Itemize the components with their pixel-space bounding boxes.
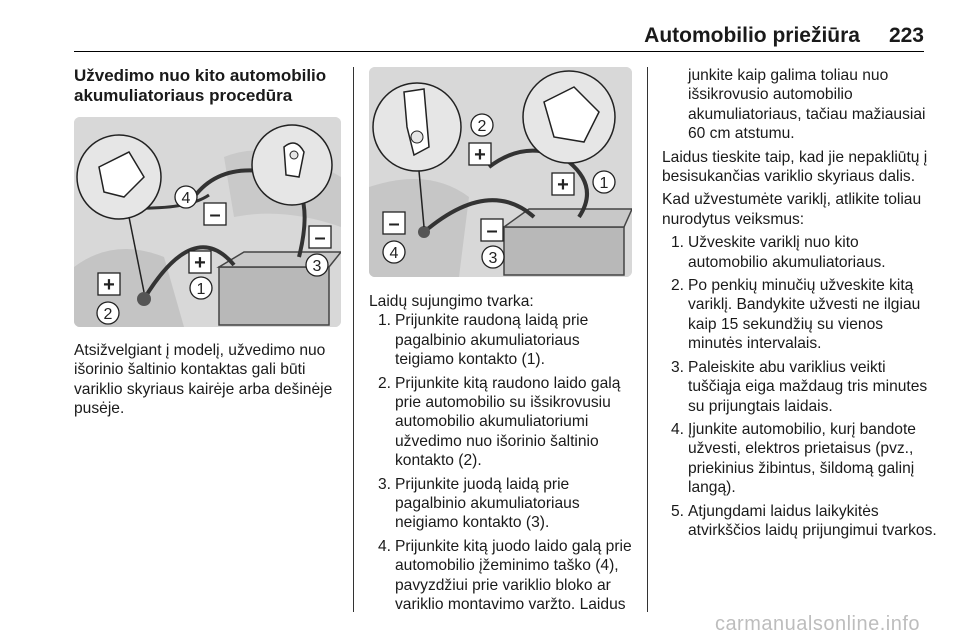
jump-start-illustration [369,67,632,277]
list-item: 3. Paleiskite abu variklius veikti tuščiąja eiga maždaug tris minutes su prijungtais laidais. [671,358,928,415]
plus-symbol: + [557,174,569,196]
column-right [662,66,937,544]
plus-symbol: + [103,274,115,296]
list-item: 4. Įjunkite automobilio, kurį bandote užvesti, elektros prietaisus (pvz., priekinius žibintus, šildomą galinį langą). [671,420,916,497]
header-rule [74,51,924,52]
list-item: 1. Užveskite variklį nuo kito automobilio akumuliatoriaus. [671,234,886,271]
model-note: Atsižvelgiant į modelį, užvedimo nuo išorinio šaltinio kontaktas gali būti variklio skyriaus kairėje arba dešinėje pusėje. [74,342,333,418]
minus-symbol: – [209,204,221,226]
jump-start-figure-2 [369,67,632,277]
step-continuation: junkite kaip galima toliau nuo išsikrovusio automobilio akumuliatoriaus, tačiau mažiausiai 60 cm atstumu. [688,67,926,143]
callout-4: 4 [389,245,399,262]
callout-2: 2 [477,118,487,135]
callout-1: 1 [599,175,609,192]
callout-4: 4 [181,190,191,207]
jump-start-illustration [74,117,341,327]
jump-start-figure-1 [74,117,341,327]
start-steps-intro: Kad užvestumėte variklį, atlikite toliau nurodytus veiksmus: [662,191,922,228]
list-item: 2. Prijunkite kitą raudono laido galą prie automobilio su išsikrovusiu automobilio akumuliatoriumi užvedimo nuo išorinio šaltinio kontakto (2). [378,374,621,470]
plus-symbol: + [194,252,206,274]
watermark: carmanualsonline.info [714,613,920,635]
connection-steps [369,311,639,614]
callout-3: 3 [312,258,322,275]
list-item: 5. Atjungdami laidus laikykitės atvirkščios laidų prijungimui tvarkos. [671,502,937,539]
list-item: 1. Prijunkite raudoną laidą prie pagalbinio akumuliatoriaus teigiamo kontakto (1). [378,312,589,369]
list-item: 3. Prijunkite juodą laidą prie pagalbinio akumuliatoriaus neigiamo kontakto (3). [378,475,580,532]
connection-order-intro: Laidų sujungimo tvarka: [369,293,534,310]
plus-symbol: + [474,144,486,166]
section-title: Automobilio priežiūra [644,24,860,47]
minus-symbol: – [388,213,400,235]
start-steps [662,233,937,540]
callout-2: 2 [103,306,113,323]
minus-symbol: – [486,220,498,242]
column-divider [353,67,354,612]
callout-3: 3 [488,250,498,267]
cable-routing-note: Laidus tieskite taip, kad jie nepakliūtų į besisukančias variklio skyriaus dalis. [662,148,928,186]
page-number: 223 [888,24,924,47]
list-item: 2. Po penkių minučių užveskite kitą variklį. Bandykite užvesti ne ilgiau kaip 15 sekundžių su vienos minutės intervalais. [671,277,921,353]
procedure-heading: Užvedimo nuo kito automobilio akumuliatoriaus procedūra [74,66,327,105]
list-item: 4. Prijunkite kitą juodo laido galą prie automobilio įžeminimo taško (4), pavyzdžiui prie variklio bloko ar variklio montavimo varžto. Laidus [378,537,632,614]
column-left [74,66,344,418]
minus-symbol: – [314,227,326,249]
column-divider [647,67,648,612]
column-middle [369,66,639,619]
callout-1: 1 [196,281,206,298]
